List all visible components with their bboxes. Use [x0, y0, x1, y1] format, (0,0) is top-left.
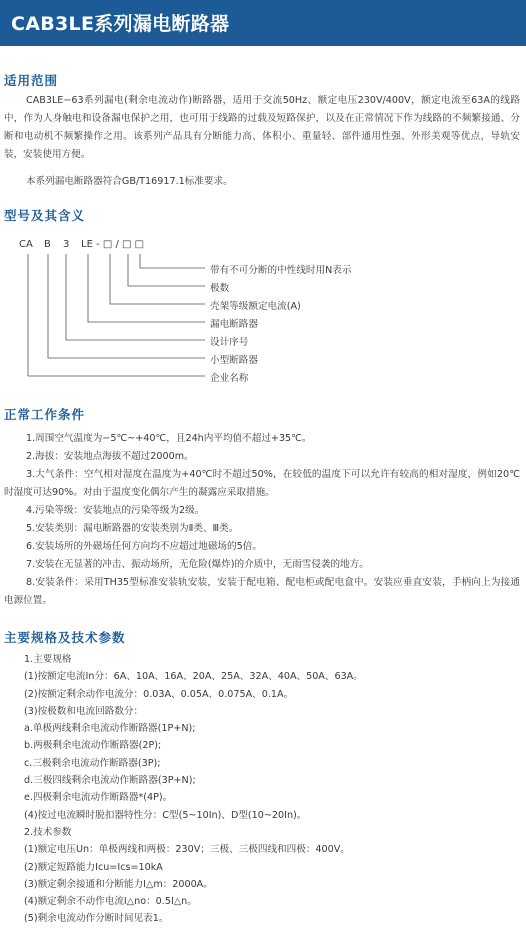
spec-line: e.四极剩余电流动作断路器*(4P)。: [24, 792, 173, 804]
condition-item: 6.安装场所的外磁场任何方向均不应超过地磁场的5倍。: [26, 541, 262, 552]
condition-item: 5.安装类别：漏电断路器的安装类别为Ⅱ类、Ⅲ类。: [26, 523, 239, 534]
spec-line: (1)额定电压Un：单极两线和两极：230V；三极、三极四线和四极：400V。: [24, 844, 350, 856]
spec-line: (2)按额定剩余动作电流分：0.03A、0.05A、0.075A、0.1A。: [24, 688, 294, 700]
spec-line: (1)按额定电流In分：6A、10A、16A、20A、25A、32A、40A、50A、63A。: [24, 671, 363, 683]
spec-line: 1.主要规格: [24, 654, 72, 665]
condition-item: 8.安装条件：采用TH35型标准安装轨安装，安装于配电箱、配电柜或配电盒中。安装应垂直安装，手柄向上为接通电源位置。: [4, 577, 520, 606]
spec-line: (5)剩余电流动作分断时间见表1。: [24, 913, 169, 925]
condition-item: 2.海拔：安装地点海拔不超过2000m。: [26, 451, 194, 462]
meaning-frame-current: 壳架等级额定电流(A): [210, 301, 301, 312]
code-part-3: 3: [63, 239, 70, 250]
conditions-list: [4, 430, 520, 610]
spec-line: (3)额定剩余接通和分断能力I△m：2000A。: [24, 878, 213, 890]
model-code-diagram: [0, 230, 526, 390]
page-title: CAB3LE系列漏电断路器: [11, 13, 230, 35]
spec-line: (4)额定剩余不动作电流I△no：0.5I△n。: [24, 896, 197, 908]
scope-paragraph: CAB3LE−63系列漏电(剩余电流动作)断路器，适用于交流50Hz、额定电压230V/400V，额定电流至63A的线路中，作为人身触电和设备漏电保护之用，也可用于线路的过载及短路保护，以及在正常情况下作为线路的不频繁接通、分断和电动机不频繁操作之用。该系列产品具有分断能力高、体积小、重量轻、部件通用性强、外形美观等优点，导轨安装，安装使用方便。: [4, 95, 520, 160]
specs-list: [24, 651, 363, 928]
condition-item: 1.周围空气温度为−5℃~+40℃，且24h内平均值不超过+35℃。: [26, 433, 312, 444]
code-part-b: B: [44, 239, 51, 250]
code-part-le: LE - □ / □ □: [81, 239, 145, 250]
meaning-design-number: 设计序号: [210, 337, 249, 348]
meaning-poles: 极数: [210, 283, 230, 294]
page-header: [0, 0, 526, 46]
condition-item: 4.污染等级：安装地点的污染等级为2级。: [26, 505, 205, 516]
meaning-neutral-line: 带有不可分断的中性线时用N表示: [210, 265, 352, 276]
condition-item: 7.安装在无显著的冲击、振动场所，无危险(爆炸)的介质中，无雨雪侵袭的地方。: [26, 559, 369, 570]
spec-line: a.单极两线剩余电流动作断路器(1P+N);: [24, 723, 196, 735]
spec-line: (3)按极数和电流回路数分：: [24, 705, 144, 717]
condition-item: 3.大气条件：空气相对湿度在温度为+40℃时不超过50%，在较低的温度下可以允许有较高的相对湿度，例如20℃时湿度可达90%。对由于温度变化偶尔产生的凝露应采取措施。: [4, 469, 520, 498]
scope-standard-note: 本系列漏电断路器符合GB/T16917.1标准要求。: [26, 176, 233, 187]
scope-heading: 适用范围: [4, 73, 59, 88]
conditions-heading: 正常工作条件: [4, 407, 86, 422]
spec-line: (4)按过电流瞬时脱扣器特性分：C型(5~10In)、D型(10~20In)。: [24, 809, 307, 821]
meaning-rcd: 漏电断路器: [210, 319, 258, 330]
model-heading: 型号及其含义: [4, 208, 86, 223]
spec-line: (2)额定短路能力Icu=Ics=10kA: [24, 861, 163, 873]
meaning-mcb: 小型断路器: [210, 355, 258, 366]
code-part-ca: CA: [19, 239, 33, 250]
specs-heading: 主要规格及技术参数: [4, 630, 126, 645]
spec-line: 2.技术参数: [24, 826, 72, 838]
meaning-company: 企业名称: [210, 373, 249, 384]
spec-line: d.三极四线剩余电流动作断路器(3P+N);: [24, 775, 196, 787]
spec-line: c.三极剩余电流动作断路器(3P);: [24, 757, 161, 769]
spec-line: b.两极剩余电流动作断路器(2P);: [24, 740, 162, 752]
